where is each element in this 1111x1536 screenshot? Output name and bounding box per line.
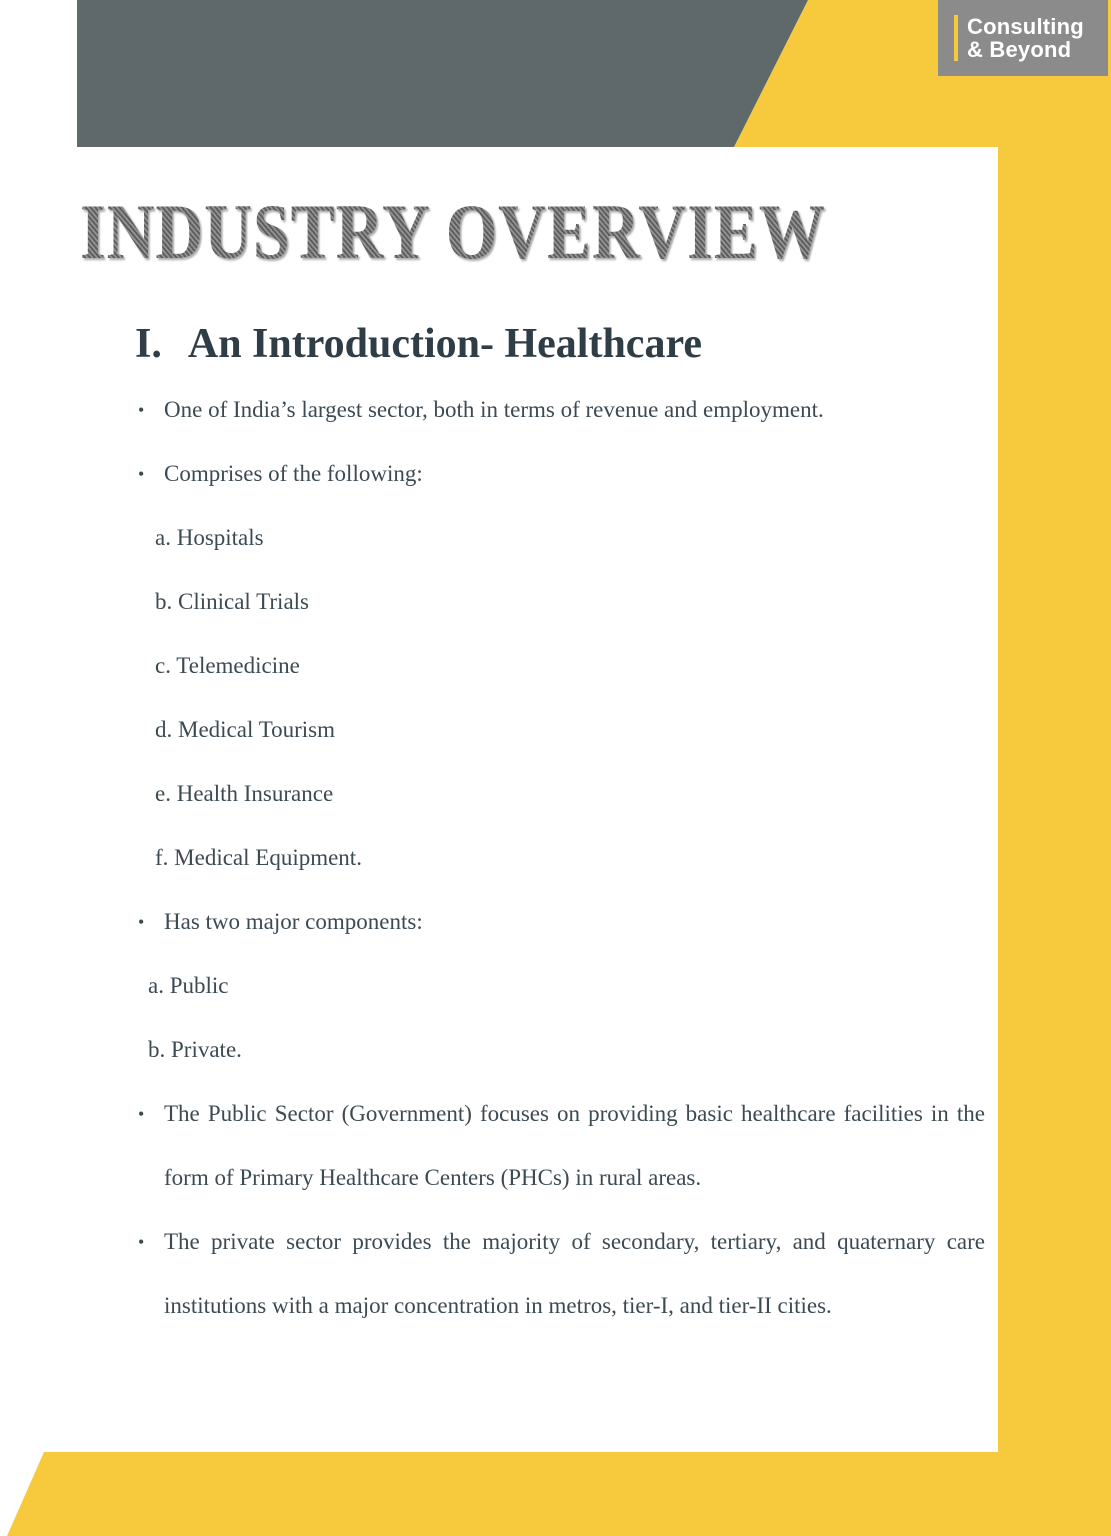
logo-line1: Consulting: [967, 14, 1084, 39]
bullet-item: [135, 442, 985, 506]
logo-line2: & Beyond: [967, 37, 1072, 62]
bullet-text: The Public Sector (Government) focuses on providing basic healthcare facilities in the form of Primary Healthcare Centers (PHCs) in rural areas.: [164, 1101, 985, 1190]
logo-accent-bar-icon: [954, 15, 958, 61]
bullet-text: Comprises of the following:: [164, 461, 423, 486]
logo-text: [967, 15, 1084, 61]
page-title: INDUSTRY OVERVIEW: [80, 188, 826, 275]
bullet-item: [135, 890, 985, 954]
list-item: a. Hospitals: [155, 525, 264, 550]
header-band: [77, 0, 808, 147]
bullet-text: One of India’s largest sector, both in terms of revenue and employment.: [164, 397, 824, 422]
brand-logo: [938, 0, 1108, 76]
list-item: d. Medical Tourism: [155, 717, 336, 742]
section-heading-text: An Introduction- Healthcare: [187, 321, 702, 367]
list-item: c. Telemedicine: [155, 653, 300, 678]
bullet-icon: •: [138, 1232, 145, 1252]
bullet-text: Has two major components:: [164, 909, 423, 934]
bullet-icon: •: [138, 1104, 145, 1124]
bullet-item: [135, 378, 985, 442]
section-numeral: I.: [135, 321, 162, 367]
bullet-icon: •: [138, 464, 145, 484]
list-item: a. Public: [148, 973, 229, 998]
bullet-item: [135, 1082, 985, 1210]
bullet-text: The private sector provides the majority of secondary, tertiary, and quaternary care institutions with a major concentration in metros, tier-I, and tier-II cities.: [164, 1229, 985, 1318]
bullet-icon: •: [138, 912, 145, 932]
bullet-icon: •: [138, 400, 145, 420]
list-item: b. Private.: [148, 1037, 242, 1062]
list-item: f. Medical Equipment.: [155, 845, 362, 870]
section-heading: [135, 316, 702, 372]
list-item: b. Clinical Trials: [155, 589, 309, 614]
list-item: e. Health Insurance: [155, 781, 334, 806]
bullet-item: [135, 1210, 985, 1338]
body-text: [135, 378, 985, 1338]
